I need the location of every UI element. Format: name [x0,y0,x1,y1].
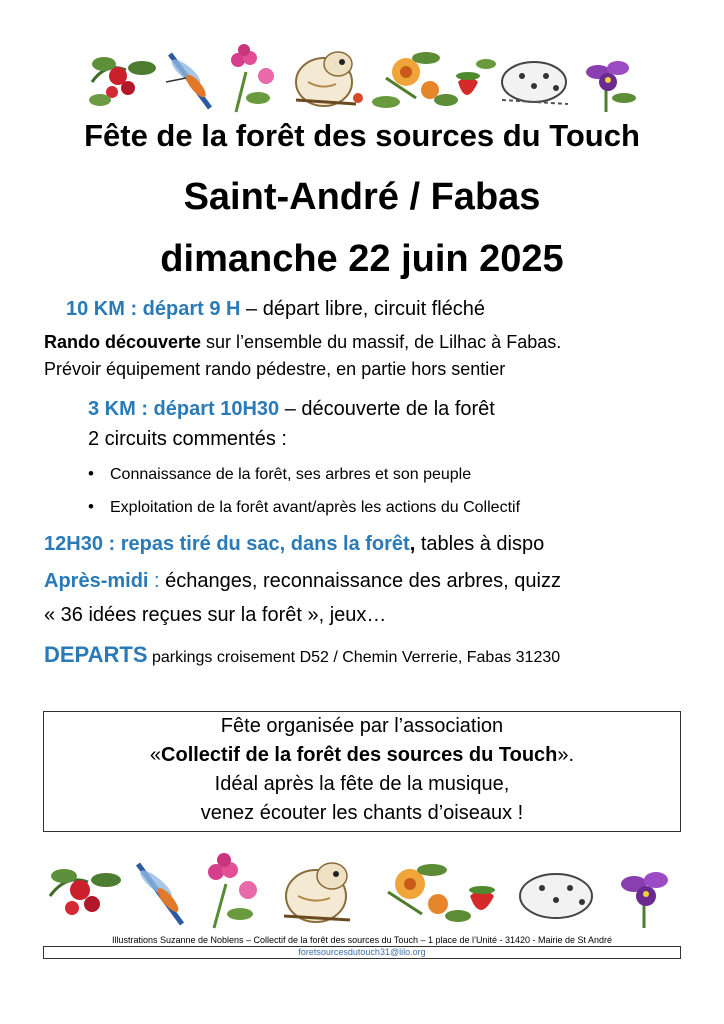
bullet-icon: • [88,497,94,516]
program-10km-label: 10 KM : départ 9 H [66,298,241,320]
organizer-line3: Idéal après la fête de la musique, [214,773,510,795]
list-item-text: Exploitation de la forêt avant/après les actions du Collectif [110,499,521,516]
organizer-quote-close: ». [557,744,575,766]
program-apres-label: Après-midi [44,570,149,592]
event-location: Saint-André / Fabas [183,176,541,218]
program-departs [44,642,560,668]
program-rando [44,332,561,353]
program-apres-midi [44,570,561,593]
program-3km-label: 3 KM : départ 10H30 [88,398,280,420]
program-departs-label: DEPARTS [44,642,148,667]
red-berries-icon [50,869,121,915]
list-item [88,464,471,484]
footer-email-link[interactable]: foretsourcesdutouch31@lilo.org [298,947,426,957]
orange-flower-icon [372,52,440,108]
program-repas [44,533,544,556]
caterpillar-icon [502,62,568,104]
organizer-line2 [44,741,680,770]
event-title: Fête de la forêt des sources du Touch [84,118,640,153]
program-10km-text: – départ libre, circuit fléché [240,298,486,320]
red-berries-icon [89,57,156,106]
list-item [88,497,520,517]
program-repas-comma: , [409,533,416,555]
strawberry-icon [434,59,496,106]
pink-flower-icon [208,853,257,928]
program-apres-text: échanges, reconnaissance des arbres, quizz [159,570,561,592]
program-departs-text: parkings croisement D52 / Chemin Verrerie, Fabas 31230 [147,649,561,666]
footer-email-box [43,946,681,959]
organizer-name: Collectif de la forêt des sources du Touch [161,744,558,766]
program-prevoir: Prévoir équipement rando pédestre, en partie hors sentier [44,359,506,379]
footer-credits: Illustrations Suzanne de Noblens – Collectif de la forêt des sources du Touch – 1 place de l’Unité - 31420 - Mairie de St André [111,935,613,945]
organizer-quote-open: « [149,744,162,766]
purple-orchid-icon [621,872,668,928]
program-rando-label: Rando découverte [44,332,202,352]
strawberry-icon [445,886,495,922]
top-illustration-banner [86,42,638,114]
program-idees: « 36 idées reçues sur la forêt », jeux… [44,604,387,626]
program-circuits: 2 circuits commentés : [88,428,287,450]
owl-icon [284,863,350,922]
program-3km [88,398,495,421]
event-date: dimanche 22 juin 2025 [160,238,564,280]
organizer-line1: Fête organisée par l’association [220,715,504,737]
program-apres-colon: : [148,570,160,592]
caterpillar-icon [520,874,592,918]
pink-flower-icon [231,44,274,112]
owl-icon [296,52,363,106]
purple-orchid-icon [586,61,636,112]
list-item-text: Connaissance de la forêt, ses arbres et son peuple [110,466,472,483]
program-repas-text: tables à dispo [415,533,545,555]
organizer-box [43,711,681,832]
orange-flower-icon [388,864,448,914]
bottom-illustration-banner [44,852,680,930]
program-repas-label: 12H30 : repas tiré du sac, dans la forêt [44,533,410,555]
blue-fly-icon [137,864,182,924]
program-rando-text: sur l’ensemble du massif, de Lilhac à Fabas. [201,332,562,352]
organizer-line4: venez écouter les chants d’oiseaux ! [200,802,524,824]
blue-fly-icon [166,54,210,108]
program-10km [66,298,485,321]
bullet-icon: • [88,464,94,483]
nature-illustrations [44,852,680,930]
program-3km-text: – découverte de la forêt [279,398,495,420]
nature-illustrations [86,42,638,114]
